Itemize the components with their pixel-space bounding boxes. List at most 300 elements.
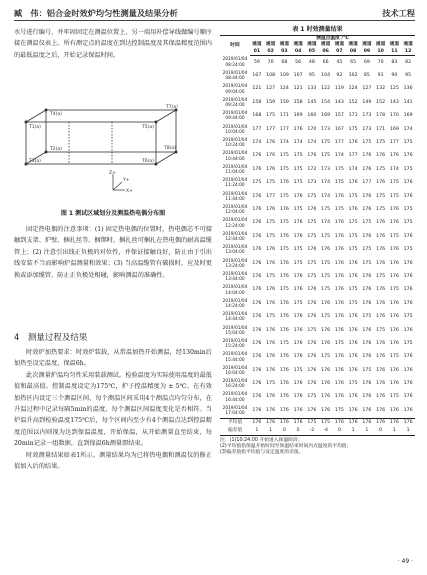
- temperature-cell: 176: [321, 394, 331, 400]
- temperature-cell: 175: [293, 247, 303, 253]
- channel-number: 05: [308, 48, 316, 54]
- channel-header: [388, 42, 402, 55]
- temperature-cell: 176: [348, 140, 358, 146]
- temperature-cell: 176: [362, 340, 372, 346]
- temperature-cell: 176: [362, 407, 372, 413]
- temperature-cell: 176: [252, 354, 262, 360]
- temperature-cell: 176: [389, 153, 399, 159]
- temperature-cell: 175: [334, 166, 344, 172]
- temperature-cell: 175: [376, 273, 386, 279]
- temperature-cell: 176: [252, 314, 262, 320]
- temperature-cell: 176: [389, 407, 399, 413]
- temperature-cell: 177: [334, 140, 344, 146]
- temperature-cell: 175: [252, 180, 262, 186]
- channel-prefix: 通道: [320, 42, 331, 48]
- temperature-cell: 176: [348, 314, 358, 320]
- channel-prefix: 通道: [293, 42, 303, 48]
- deviation-cell: -4: [319, 427, 333, 436]
- temperature-cell: 175: [376, 207, 386, 212]
- temperature-cell: 107: [252, 73, 262, 79]
- temperature-cell: 176: [334, 260, 344, 266]
- temperature-cell: 176: [362, 273, 372, 279]
- channel-header: [264, 42, 278, 55]
- temperature-cell: 176: [348, 367, 358, 373]
- temperature-cell: 176: [334, 300, 344, 306]
- table-note: (2)平均值指保温开始时间至保温结束时间内点温度的平均值；: [220, 443, 352, 449]
- temperature-cell: 176: [279, 381, 289, 387]
- temperature-cell: 173: [362, 113, 372, 119]
- channel-number: 10: [377, 48, 384, 54]
- temperature-cell: 177: [266, 193, 276, 199]
- temperature-cell: 176: [293, 354, 303, 360]
- temperature-cell: 176: [252, 407, 262, 413]
- temperature-cell: 176: [252, 193, 262, 199]
- table-row: [220, 391, 415, 404]
- temperature-cell: 176: [376, 260, 386, 266]
- method-text: [14, 224, 212, 281]
- temperature-cell: 175: [279, 287, 289, 293]
- temperature-cell: 169: [321, 113, 331, 119]
- temperature-cell: 132: [376, 86, 386, 92]
- temperature-cell: 159: [266, 99, 276, 105]
- deviation-cell: 1: [346, 427, 360, 436]
- temperature-cell: 175: [293, 367, 303, 373]
- temperature-cell: 174: [348, 166, 358, 172]
- temperature-cell: 176: [403, 300, 413, 306]
- temperature-cell: 175: [307, 394, 317, 400]
- temperature-cell: 176: [389, 340, 399, 346]
- channel-number: 07: [336, 48, 343, 54]
- row-time: 2019/01/04 13:44:00: [222, 271, 248, 283]
- temperature-cell: 176: [321, 367, 331, 373]
- deviation-cell: -2: [305, 427, 319, 436]
- table-caption: 表 1 时效测量结果: [292, 26, 343, 33]
- temperature-cell: 176: [376, 220, 386, 226]
- temperature-cell: 176: [376, 153, 386, 159]
- average-cell: 176: [264, 418, 278, 427]
- temperature-cell: 176: [403, 233, 413, 239]
- temperature-cell: 154: [321, 99, 331, 105]
- temperature-cell: 56: [295, 59, 302, 65]
- temperature-cell: 175: [389, 394, 399, 400]
- temperature-cell: 133: [307, 86, 317, 92]
- channel-header: [374, 42, 388, 55]
- deviation-cell: 0: [278, 427, 292, 436]
- temperature-cell: 176: [334, 287, 344, 293]
- table-row: [220, 83, 415, 96]
- temperature-cell: 175: [389, 180, 399, 186]
- temperature-cell: 122: [321, 86, 331, 92]
- channel-header: [319, 42, 333, 55]
- temperature-cell: 83: [391, 59, 398, 65]
- temperature-cell: 177: [266, 126, 276, 132]
- channel-prefix: 通道: [334, 42, 345, 48]
- temperature-cell: 176: [348, 354, 358, 360]
- temperature-cell: 176: [334, 327, 344, 333]
- temperature-cell: 176: [279, 314, 289, 320]
- temperature-cell: 176: [279, 180, 289, 186]
- row-time: 2019/01/04 14:24:00: [222, 298, 248, 309]
- temperature-cell: 175: [403, 220, 413, 226]
- temperature-cell: 121: [293, 86, 303, 92]
- page-number: · 49 ·: [397, 558, 413, 565]
- temperature-cell: 109: [279, 73, 289, 79]
- temperature-cell: 176: [403, 394, 413, 400]
- table-row: [220, 297, 415, 310]
- table-row: [220, 284, 415, 297]
- deviation-cell: 1: [401, 427, 415, 436]
- temperature-cell: 176: [362, 354, 372, 360]
- row-time: 2019/01/04 10:44:00: [222, 151, 248, 162]
- figure-caption: 图 1 测试区域划分及测温热电偶分布图: [60, 210, 166, 217]
- temperature-cell: 175: [279, 153, 289, 159]
- temperature-cell: 175: [279, 247, 289, 253]
- channel-prefix: 通道: [307, 42, 317, 48]
- temperature-cell: 176: [403, 193, 413, 199]
- temperature-cell: 175: [362, 140, 372, 146]
- temperature-cell: 176: [403, 367, 413, 373]
- row-time: 2019/01/04 13:04:00: [222, 245, 248, 256]
- temperature-cell: 177: [252, 126, 262, 132]
- table-row: [220, 204, 415, 217]
- row-time: 2019/01/04 11:44:00: [222, 191, 248, 202]
- temperature-cell: 176: [376, 247, 386, 253]
- temperature-cell: 175: [321, 314, 331, 320]
- temperature-cell: 176: [293, 407, 303, 413]
- temperature-cell: 175: [321, 207, 331, 212]
- temperature-cell: 176: [362, 327, 372, 333]
- temperature-cell: 167: [334, 126, 344, 132]
- results-paragraph-3: 时效测量结果如表1所示。测量结果均为已将热电偶和测温仪的修正值加入后的结果。: [14, 451, 212, 471]
- temperature-cell: 176: [307, 340, 317, 346]
- temperature-cell: 176: [266, 394, 276, 400]
- temperature-cell: 176: [307, 314, 317, 320]
- corner-label: T5(a): [142, 125, 154, 130]
- table-row: [220, 324, 415, 337]
- temperature-cell: 175: [321, 233, 331, 239]
- temperature-cell: 176: [348, 180, 358, 186]
- row-time: 2019/01/04 08:44:00: [222, 71, 248, 82]
- deviation-cell: 0: [374, 427, 388, 436]
- channel-header: [360, 42, 374, 55]
- temperature-cell: 171: [376, 126, 386, 132]
- results-table: [220, 35, 415, 436]
- temperature-cell: 176: [334, 233, 344, 239]
- deviation-cell: 0: [333, 427, 347, 436]
- temperature-cell: 176: [266, 153, 276, 159]
- deviation-cell: 1: [388, 427, 402, 436]
- temperature-cell: 175: [348, 126, 358, 132]
- temperature-cell: 176: [266, 260, 276, 266]
- temperature-cell: 175: [293, 153, 303, 159]
- channel-header: [291, 42, 305, 55]
- temperature-cell: 176: [266, 407, 276, 413]
- temperature-cell: 175: [389, 354, 399, 360]
- temperature-cell: 175: [348, 300, 358, 306]
- temperature-cell: 176: [293, 273, 303, 279]
- row-label: 偏差值: [220, 427, 250, 436]
- table-row: [220, 217, 415, 230]
- corner-label: T7(a): [166, 105, 178, 110]
- temperature-cell: 175: [403, 340, 413, 346]
- temperature-cell: 175: [348, 381, 358, 387]
- row-time: 2019/01/04 10:04:00: [222, 124, 248, 135]
- temperature-cell: 108: [266, 73, 276, 79]
- temperature-cell: 174: [279, 140, 289, 146]
- row-time: 2019/01/04 15:04:00: [222, 325, 248, 336]
- table-row: [220, 56, 415, 70]
- temperature-cell: 175: [348, 193, 358, 199]
- temperature-cell: 176: [348, 273, 358, 279]
- temperature-cell: 175: [279, 340, 289, 346]
- temperature-cell: 119: [334, 86, 344, 92]
- temperature-cell: 176: [252, 153, 262, 159]
- temperature-cell: 176: [376, 287, 386, 293]
- channel-prefix: 通道: [403, 42, 413, 48]
- temperature-cell: 176: [252, 367, 262, 373]
- channel-number: 03: [281, 48, 288, 54]
- temperature-cell: 149: [362, 99, 372, 105]
- table-row: [220, 96, 415, 109]
- temperature-cell: 121: [252, 86, 262, 92]
- temperature-cell: 68: [281, 59, 288, 65]
- results-paragraph-2: 此次测量炉温均匀性采用装载测试。检验温度为实际使用温度的最低值和最高值。控制温度设定为175℃，炉子控温精度为 ± 5℃。在有效加热区内设定三个测温区间，每个测温区间采用4个测温点均匀分布，在升温过程中记录每隔5min的温度，每个测温区间温度变化是否相符。当炉温升高到检验温度175℃后，每个区间内至少有4个测温点达到控温精度范围以内则视为达到保温温度，开始保温，从开始测量直至结束，每20min记录一组数据，直到保温6h测量即结束。: [14, 371, 212, 448]
- temperature-cell: 175: [307, 193, 317, 199]
- temperature-cell: 176: [362, 233, 372, 239]
- table-row: [220, 378, 415, 391]
- running-header: [14, 6, 415, 20]
- temperature-cell: 66: [322, 59, 329, 65]
- temperature-cell: 95: [308, 73, 315, 79]
- temperature-cell: 176: [266, 354, 276, 360]
- temperature-cell: 176: [252, 233, 262, 239]
- temperature-cell: 175: [362, 314, 372, 320]
- row-time: 2019/01/04 14:44:00: [222, 312, 248, 323]
- temperature-cell: 175: [362, 367, 372, 373]
- temperature-cell: 176: [252, 166, 262, 172]
- temperature-cell: 176: [307, 354, 317, 360]
- table-row: [220, 270, 415, 283]
- temperature-cell: 177: [389, 140, 399, 146]
- channel-number: 02: [267, 48, 274, 54]
- table-row: [220, 257, 415, 270]
- corner-label: T4(a): [50, 112, 62, 117]
- temperature-cell: 176: [266, 247, 276, 253]
- table-note: 注：(1)10:24:00 开始进入保温阶段；: [220, 437, 303, 443]
- temperature-cell: 127: [362, 86, 372, 92]
- header-journal-section: 技术工程: [382, 8, 415, 18]
- temperature-cell: 59: [253, 59, 260, 65]
- temperature-cell: 176: [266, 166, 276, 172]
- row-time: 2019/01/04 09:04:00: [222, 84, 248, 95]
- channel-number: 09: [363, 48, 371, 54]
- temperature-cell: 176: [252, 300, 262, 306]
- temperature-cell: 176: [307, 207, 317, 212]
- temperature-cell: 175: [293, 166, 303, 172]
- temperature-cell: 173: [362, 126, 372, 132]
- temperature-cell: 127: [266, 86, 276, 92]
- temperature-cell: 176: [376, 300, 386, 306]
- axis-label-x: X+: [126, 189, 133, 194]
- temperature-cell: 176: [279, 394, 289, 400]
- temperature-cell: 176: [279, 367, 289, 373]
- temperature-cell: 176: [279, 354, 289, 360]
- temperature-cell: 175: [266, 314, 276, 320]
- temperature-cell: 170: [389, 113, 399, 119]
- temperature-cell: 176: [252, 381, 262, 387]
- temperature-cell: 176: [334, 220, 344, 226]
- temperature-cell: 168: [252, 113, 262, 119]
- temperature-cell: 176: [362, 207, 372, 212]
- section-heading: 4 测量过程及结果: [14, 333, 88, 343]
- temperature-cell: 176: [307, 300, 317, 306]
- temperature-cell: 175: [389, 287, 399, 293]
- temperature-cell: 175: [307, 233, 317, 239]
- temperature-cell: 176: [334, 381, 344, 387]
- temperature-cell: 176: [403, 180, 413, 186]
- table-row: [220, 137, 415, 150]
- temperature-cell: 175: [293, 300, 303, 306]
- temperature-cell: 175: [266, 220, 276, 226]
- temperature-cell: 176: [376, 394, 386, 400]
- temperature-cell: 152: [348, 99, 358, 105]
- temperature-cell: 176: [389, 381, 399, 387]
- temperature-cell: 136: [403, 86, 413, 92]
- temperature-cell: 176: [348, 260, 358, 266]
- temperature-cell: 125: [389, 86, 399, 92]
- temperature-cell: 176: [307, 381, 317, 387]
- temperature-cell: 158: [252, 99, 262, 105]
- temperature-cell: 175: [403, 207, 413, 212]
- temperature-cell: 176: [279, 260, 289, 266]
- temperature-cell: 176: [293, 327, 303, 333]
- temperature-cell: 176: [376, 354, 386, 360]
- table-row: [220, 70, 415, 83]
- temperature-cell: 176: [362, 381, 372, 387]
- temperature-cell: 176: [348, 327, 358, 333]
- temperature-cell: 176: [334, 394, 344, 400]
- temperature-cell: 176: [279, 273, 289, 279]
- channel-number: 08: [349, 48, 357, 54]
- temperature-cell: 176: [321, 340, 331, 346]
- channel-number: 06: [322, 48, 329, 54]
- temperature-cell: 176: [403, 260, 413, 266]
- temperature-cell: 175: [307, 273, 317, 279]
- temperature-cell: 171: [279, 113, 289, 119]
- temperature-cell: 175: [266, 381, 276, 387]
- temperature-cell: 158: [293, 99, 303, 105]
- temperature-cell: 175: [376, 327, 386, 333]
- temperature-cell: 176: [362, 153, 372, 159]
- channel-prefix: 通道: [375, 42, 386, 48]
- channel-header: [278, 42, 292, 55]
- row-time: 2019/01/04 12:44:00: [222, 231, 248, 242]
- temperature-cell: 177: [279, 126, 289, 132]
- temperature-cell: 176: [389, 247, 399, 253]
- temperature-cell: 176: [389, 367, 399, 373]
- temperature-cell: 169: [403, 113, 413, 119]
- temperature-cell: 176: [252, 247, 262, 253]
- row-time: 2019/01/04 17:04:00: [222, 405, 248, 417]
- table-row: [220, 230, 415, 243]
- temperature-cell: 175: [376, 193, 386, 199]
- row-time: 2019/01/04 09:24:00: [222, 97, 248, 109]
- temperature-cell: 175: [321, 260, 331, 266]
- table-row: [220, 110, 415, 123]
- temperature-cell: 176: [307, 407, 317, 413]
- temperature-cell: 176: [266, 287, 276, 293]
- temperature-cell: 92: [336, 73, 343, 79]
- temperature-cell: 171: [348, 113, 358, 119]
- temperature-cell: 176: [403, 273, 413, 279]
- temperature-cell: 174: [293, 140, 303, 146]
- temperature-cell: 176: [293, 287, 303, 293]
- table-row: [220, 190, 415, 203]
- temperature-cell: 176: [252, 340, 262, 346]
- average-row: [220, 418, 415, 427]
- temperature-cell: 175: [376, 166, 386, 172]
- temperature-cell: 69: [363, 59, 370, 65]
- temperature-cell: 175: [293, 180, 303, 186]
- table-row: [220, 163, 415, 176]
- temperature-cell: 160: [307, 113, 317, 119]
- temperature-cell: 124: [348, 86, 358, 92]
- temperature-cell: 176: [266, 300, 276, 306]
- temperature-cell: 176: [376, 407, 386, 413]
- temperature-cell: 176: [293, 126, 303, 132]
- average-cell: 176: [374, 418, 388, 427]
- temperature-cell: 175: [279, 220, 289, 226]
- temperature-cell: 177: [348, 153, 358, 159]
- temperature-cell: 176: [252, 273, 262, 279]
- temperature-cell: 65: [350, 59, 357, 65]
- temperature-cell: 176: [321, 247, 331, 253]
- temperature-cell: 175: [307, 220, 317, 226]
- temperature-cell: 176: [334, 193, 344, 199]
- temperature-cell: 70: [267, 59, 274, 65]
- average-cell: 176: [401, 418, 415, 427]
- temperature-cell: 176: [321, 407, 331, 413]
- channel-number: 11: [391, 48, 398, 54]
- header-article-title: 臧 伟：铝合金时效炉均匀性测量及结果分析: [14, 8, 178, 18]
- temperature-cell: 175: [266, 113, 276, 119]
- temperature-cell: 176: [389, 260, 399, 266]
- channel-prefix: 通道: [279, 42, 290, 48]
- temperature-cell: 176: [252, 327, 262, 333]
- temperature-cell: 176: [389, 327, 399, 333]
- temperature-cell: 169: [293, 113, 303, 119]
- temperature-cell: 175: [307, 260, 317, 266]
- temperature-cell: 176: [403, 354, 413, 360]
- temperature-cell: 175: [307, 327, 317, 333]
- temperature-cell: 175: [348, 247, 358, 253]
- temperature-cell: 143: [334, 99, 344, 105]
- box-back-face: [46, 110, 176, 152]
- channel-header: [250, 42, 264, 55]
- temperature-cell: 176: [279, 327, 289, 333]
- temperature-cell: 152: [376, 99, 386, 105]
- temperature-cell: 174: [389, 166, 399, 172]
- corner-label: T3(a): [29, 159, 41, 164]
- row-label: 平均值: [220, 418, 250, 427]
- temperature-cell: 176: [307, 367, 317, 373]
- temperature-cell: 48: [308, 59, 315, 65]
- channel-prefix: 通道: [348, 42, 358, 48]
- temperature-cell: 176: [266, 340, 276, 346]
- temperature-cell: 175: [321, 273, 331, 279]
- average-cell: 176: [291, 418, 305, 427]
- temperature-cell: 176: [376, 314, 386, 320]
